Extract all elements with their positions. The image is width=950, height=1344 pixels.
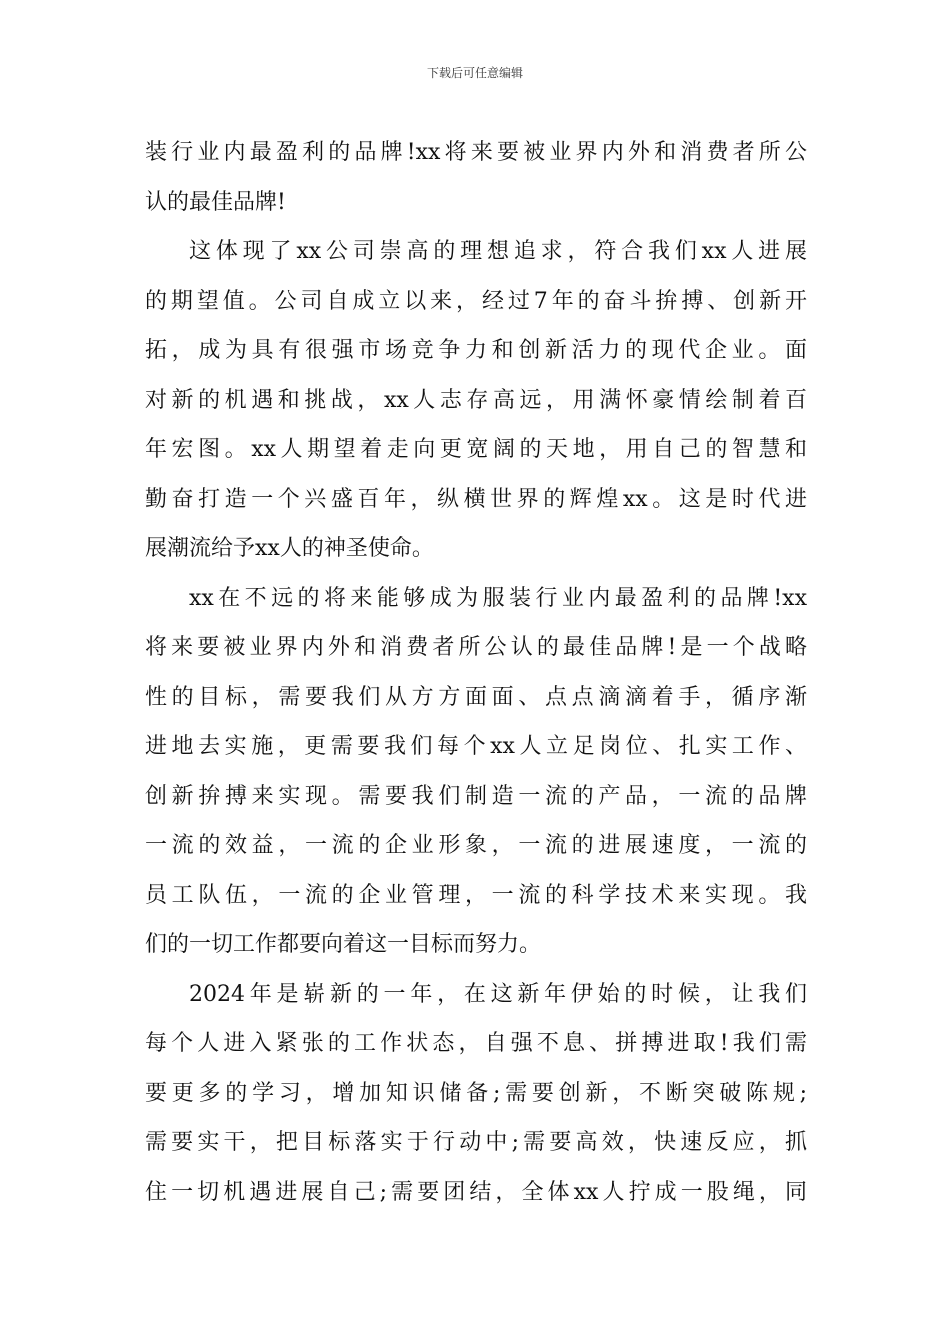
- text-line: 勤奋打造一个兴盛百年，纵横世界的辉煌xx。这是时代进: [145, 486, 807, 512]
- text-line: 年宏图。xx人期望着走向更宽阔的天地，用自己的智慧和: [145, 437, 807, 462]
- text-line: 创新拚搏来实现。需要我们制造一流的产品，一流的品牌: [145, 783, 807, 809]
- text-line: 们的一切工作都要向着这一目标而努力。: [145, 932, 542, 957]
- text-line: 认的最佳品牌!: [145, 189, 286, 215]
- text-line: 进地去实施，更需要我们每个xx人立足岗位、扎实工作、: [145, 734, 807, 759]
- text-line: 要更多的学习，增加知识储备;需要创新，不断突破陈规;: [145, 1080, 807, 1106]
- text-line: 装行业内最盈利的品牌!xx将来要被业界内外和消费者所公: [145, 140, 807, 165]
- text-line: 对新的机遇和挑战，xx人志存高远，用满怀豪情绘制着百: [145, 387, 807, 413]
- text-line: 住一切机遇进展自己;需要团结，全体xx人拧成一股绳，同: [145, 1179, 807, 1205]
- text-line: 2024年是崭新的一年，在这新年伊始的时候，让我们: [189, 981, 807, 1007]
- text-line: 拓，成为具有很强市场竞争力和创新活力的现代企业。面: [145, 338, 807, 363]
- text-line: 一流的效益，一流的企业形象，一流的进展速度，一流的: [145, 833, 807, 858]
- text-line: 展潮流给予xx人的神圣使命。: [145, 536, 434, 561]
- paragraph-3: [145, 574, 807, 970]
- text-line: 这体现了xx公司崇高的理想追求，符合我们xx人进展: [189, 239, 807, 264]
- document-body: [145, 128, 807, 1217]
- text-line: 员工队伍，一流的企业管理，一流的科学技术来实现。我: [145, 882, 807, 908]
- text-line: xx在不远的将来能够成为服装行业内最盈利的品牌!xx: [189, 585, 807, 611]
- text-line: 将来要被业界内外和消费者所公认的最佳品牌!是一个战略: [145, 635, 807, 660]
- text-line: 需要实干，把目标落实于行动中;需要高效，快速反应，抓: [145, 1130, 807, 1155]
- paragraph-2: [145, 227, 807, 574]
- header-note: 下载后可任意编辑: [426, 66, 523, 80]
- paragraph-1: [145, 128, 807, 227]
- text-line: 性的目标，需要我们从方方面面、点点滴滴着手，循序渐: [145, 684, 807, 710]
- text-line: 每个人进入紧张的工作状态，自强不息、拼搏进取!我们需: [145, 1031, 807, 1056]
- paragraph-4: [145, 970, 807, 1218]
- text-line: 的期望值。公司自成立以来，经过7年的奋斗拚搏、创新开: [145, 288, 807, 314]
